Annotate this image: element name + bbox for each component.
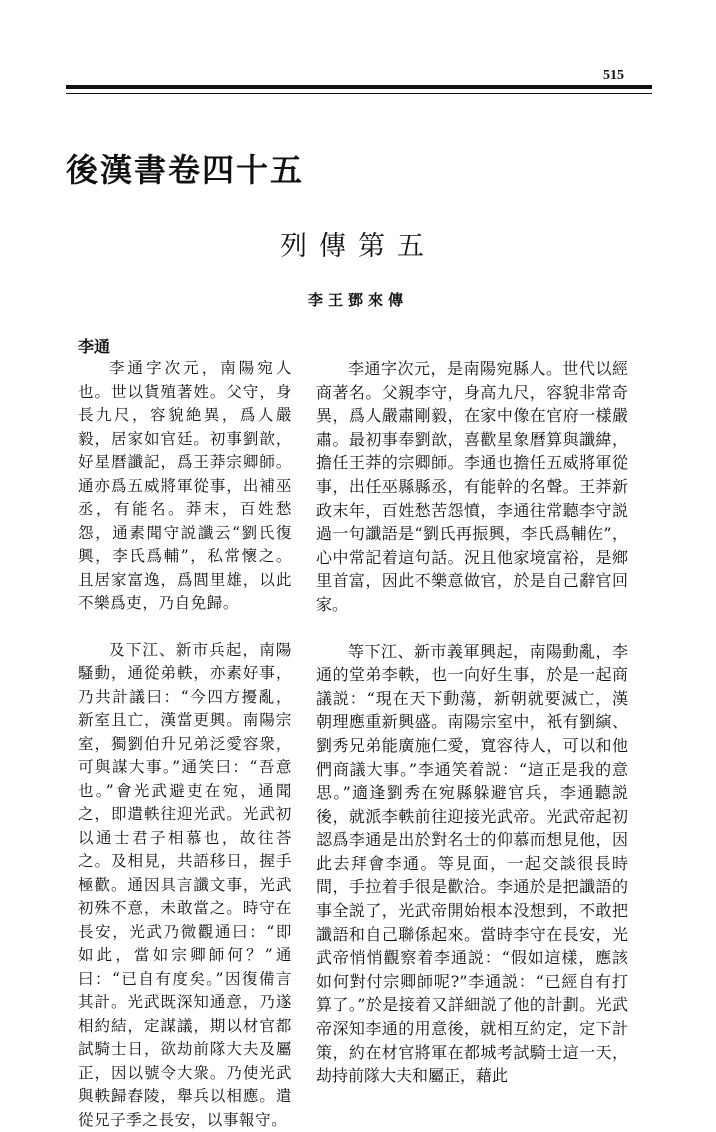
biography-title: 李王鄧來傳 — [0, 289, 716, 310]
header-rule-thin — [66, 93, 652, 94]
classical-text-column — [78, 357, 292, 1132]
translation-paragraph: 等下江、新市義軍興起，南陽動亂，李通的堂弟李軼，也一向好生事，於是一起商議説：“現在天下動蕩，新朝就要滅亡，漢朝理應重新興盛。南陽宗室中，衹有劉縯、劉秀兄弟能廣施仁愛，寬容待人，可以和他們商議大事。”李通笑着説：“這正是我的意思。”適逢劉秀在宛縣躲避官兵，李通聽説後，就派李軼前往迎接光武帝。光武帝起初認爲李通是出於對名士的仰慕而想見他，因此去拜會李通。等見面，一起交談很長時間，手拉着手很是歡洽。李通於是把讖語的事全説了，光武帝開始根本没想到，不敢把讖語和自己聯係起來。當時李守在長安，光武帝悄悄觀察着李通説：“假如這樣，應該如何對付宗卿師呢?”李通説：“已經自有打算了。”於是接着又詳細説了他的計劃。光武帝深知李通的用意後，就相互約定，定下計策，約在材官將軍在都城考試騎士這一天，劫持前隊大夫和屬正，藉此 — [316, 640, 628, 1088]
modern-translation-column — [316, 357, 628, 1088]
chapter-title: 列傳第五 — [0, 224, 716, 263]
classical-paragraph: 李通字次元，南陽宛人也。世以貨殖著姓。父守，身長九尺，容貌絶異，爲人嚴毅，居家如官廷。初事劉歆，好星曆讖記，爲王莽宗卿師。通亦爲五威將軍從事，出補巫丞，有能名。莽末，百姓愁怨，通素聞守説讖云“劉氏復興，李氏爲輔”，私常懷之。且居家富逸，爲閭里雄，以此不樂爲吏，乃自免歸。 — [78, 357, 292, 616]
translation-paragraph: 李通字次元，是南陽宛縣人。世代以經商著名。父親李守，身高九尺，容貌非常奇異，爲人嚴肅剛毅，在家中像在官府一樣嚴肅。最初事奉劉歆，喜歡星象曆算與讖緯，擔任王莽的宗卿師。李通也擔任五威將軍從事，出任巫縣縣丞，有能幹的名聲。王莽新政末年，百姓愁苦怨憤，李通往常聽李守説過一句讖語是“劉氏再振興，李氏爲輔佐”，心中常記着這句話。況且他家境富裕，是鄉里首富，因此不樂意做官，於是自己辭官回家。 — [316, 357, 628, 617]
header-rule-thick — [66, 85, 652, 89]
classical-paragraph: 及下江、新市兵起，南陽騷動，通從弟軼，亦素好事，乃共計議曰：“今四方擾亂，新室且亡，漢當更興。南陽宗室，獨劉伯升兄弟泛愛容衆，可與謀大事。”通笑曰：“吾意也。”會光武避吏在宛，通聞之，即遣軼往迎光武。光武初以通士君子相慕也，故往荅之。及相見，共語移日，握手極歡。通因具言讖文事，光武初殊不意，未敢當之。時守在長安，光武乃微觀通曰：“即如此，當如宗卿師何？”通曰：“已自有度矣。”因復備言其計。光武既深知通意，乃遂相約結，定謀議，期以材官都試騎士日，欲劫前隊大夫及屬正，因以號令大衆。乃使光武與軼歸舂陵，舉兵以相應。遣從兄子季之長安，以事報守。 — [78, 639, 292, 1132]
section-heading: 李通 — [78, 334, 110, 357]
page-number: 515 — [603, 68, 624, 84]
book-title: 後漢書卷四十五 — [66, 145, 304, 191]
